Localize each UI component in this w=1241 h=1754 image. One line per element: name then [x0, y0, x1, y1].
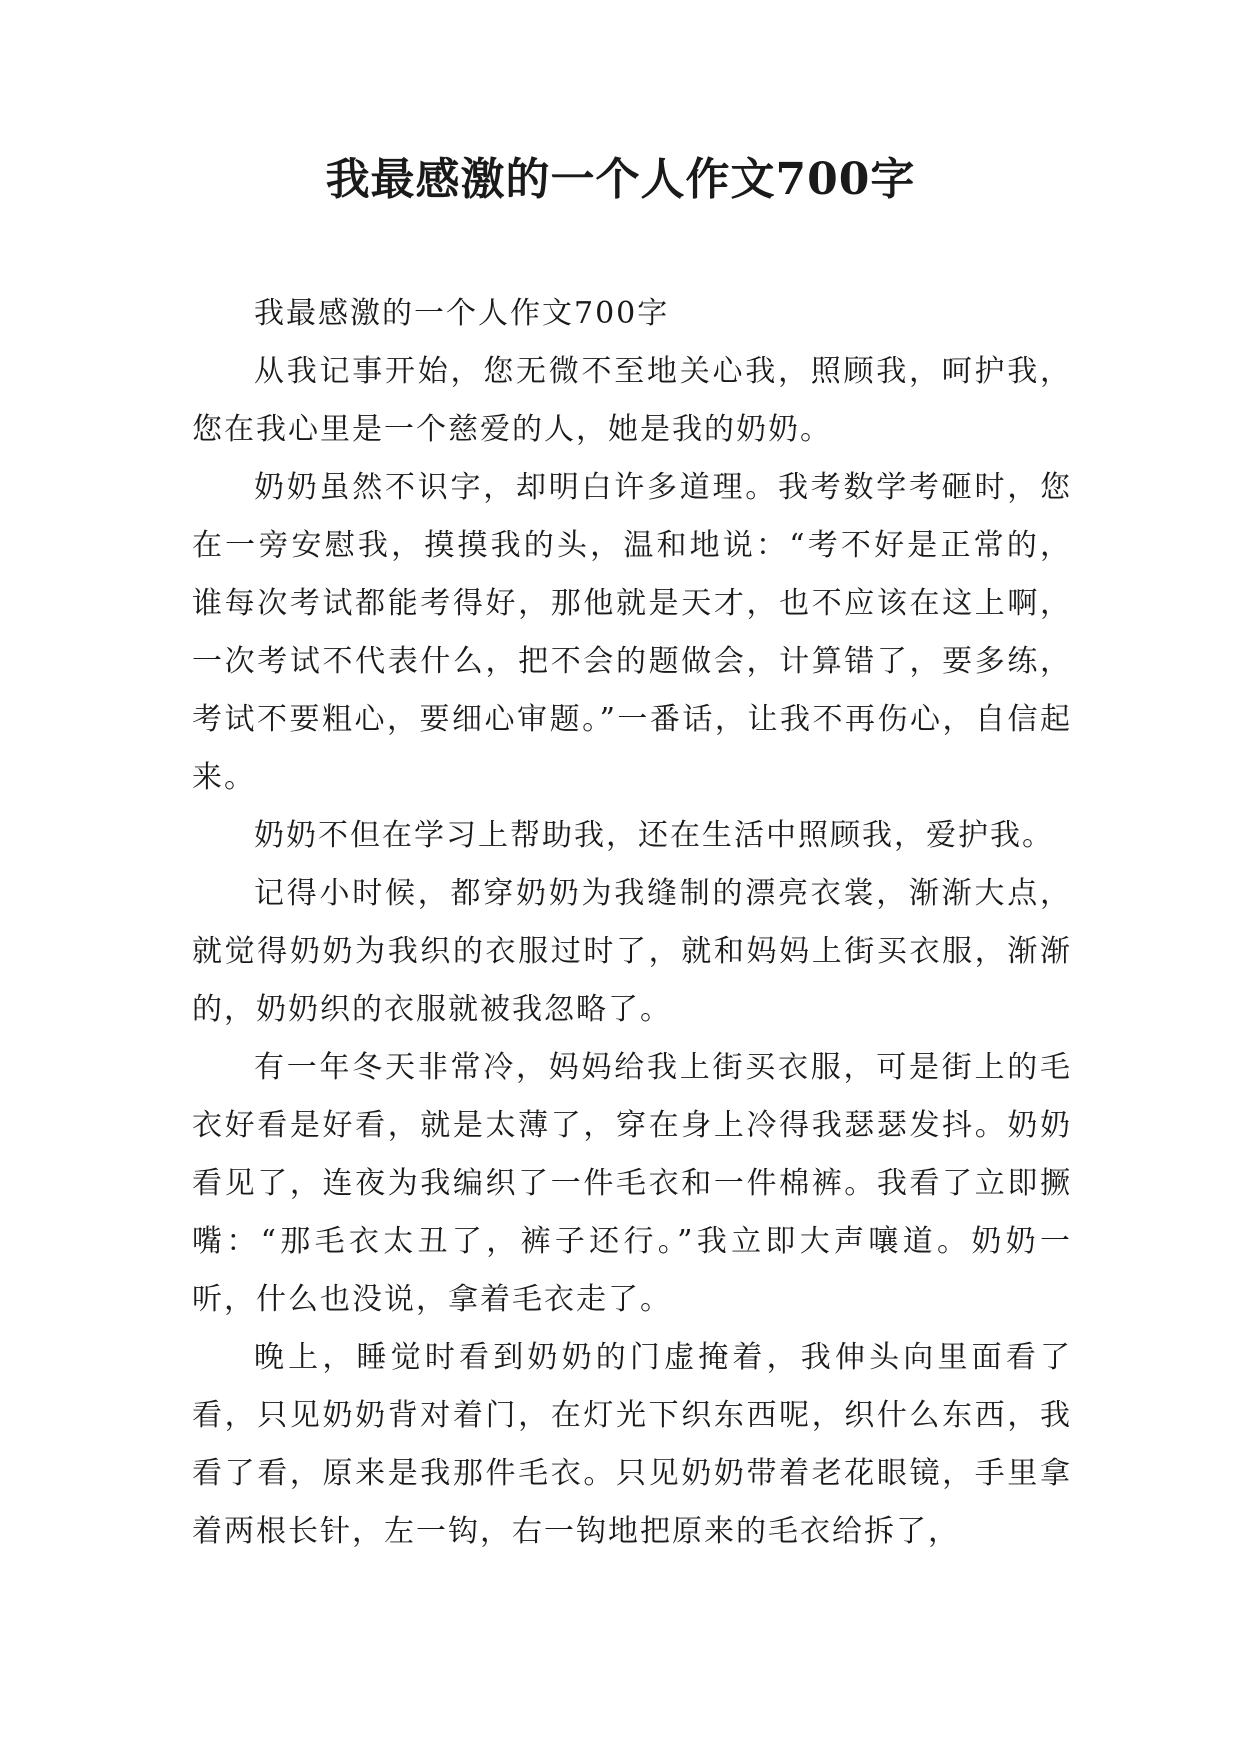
paragraph-7: 晚上，睡觉时看到奶奶的门虚掩着，我伸头向里面看了看，只见奶奶背对着门，在灯光下织东西呢，织什么东西，我看了看，原来是我那件毛衣。只见奶奶带着老花眼镜，手里拿着两根长针，左一钩，右一钩地把原来的毛衣给拆了， [192, 1340, 1072, 1549]
paragraph-5: 记得小时候，都穿奶奶为我缝制的漂亮衣裳，渐渐大点，就觉得奶奶为我织的衣服过时了，就和妈妈上街买衣服，渐渐的，奶奶织的衣服就被我忽略了。 [192, 876, 1072, 1027]
paragraph-4: 奶奶不但在学习上帮助我，还在生活中照顾我，爱护我。 [254, 818, 1054, 853]
paragraph-2: 从我记事开始，您无微不至地关心我，照顾我，呵护我，您在我心里是一个慈爱的人，她是我的奶奶。 [192, 354, 1072, 447]
paragraph-1: 我最感激的一个人作文700字 [254, 296, 670, 331]
paragraph-3: 奶奶虽然不识字，却明白许多道理。我考数学考砸时，您在一旁安慰我，摸摸我的头，温和地说：“考不好是正常的，谁每次考试都能考得好，那他就是天才，也不应该在这上啊，一次考试不代表什么，把不会的题做会，计算错了，要多练，考试不要粗心，要细心审题。”一番话，让我不再伤心，自信起来。 [192, 470, 1072, 795]
document-body [192, 285, 1072, 1561]
paragraph-6: 有一年冬天非常冷，妈妈给我上街买衣服，可是街上的毛衣好看是好看，就是太薄了，穿在身上冷得我瑟瑟发抖。奶奶看见了，连夜为我编织了一件毛衣和一件棉裤。我看了立即撅嘴：“那毛衣太丑了，裤子还行。”我立即大声嚷道。奶奶一听，什么也没说，拿着毛衣走了。 [192, 1050, 1072, 1317]
document-title: 我最感激的一个人作文700字 [325, 154, 916, 205]
